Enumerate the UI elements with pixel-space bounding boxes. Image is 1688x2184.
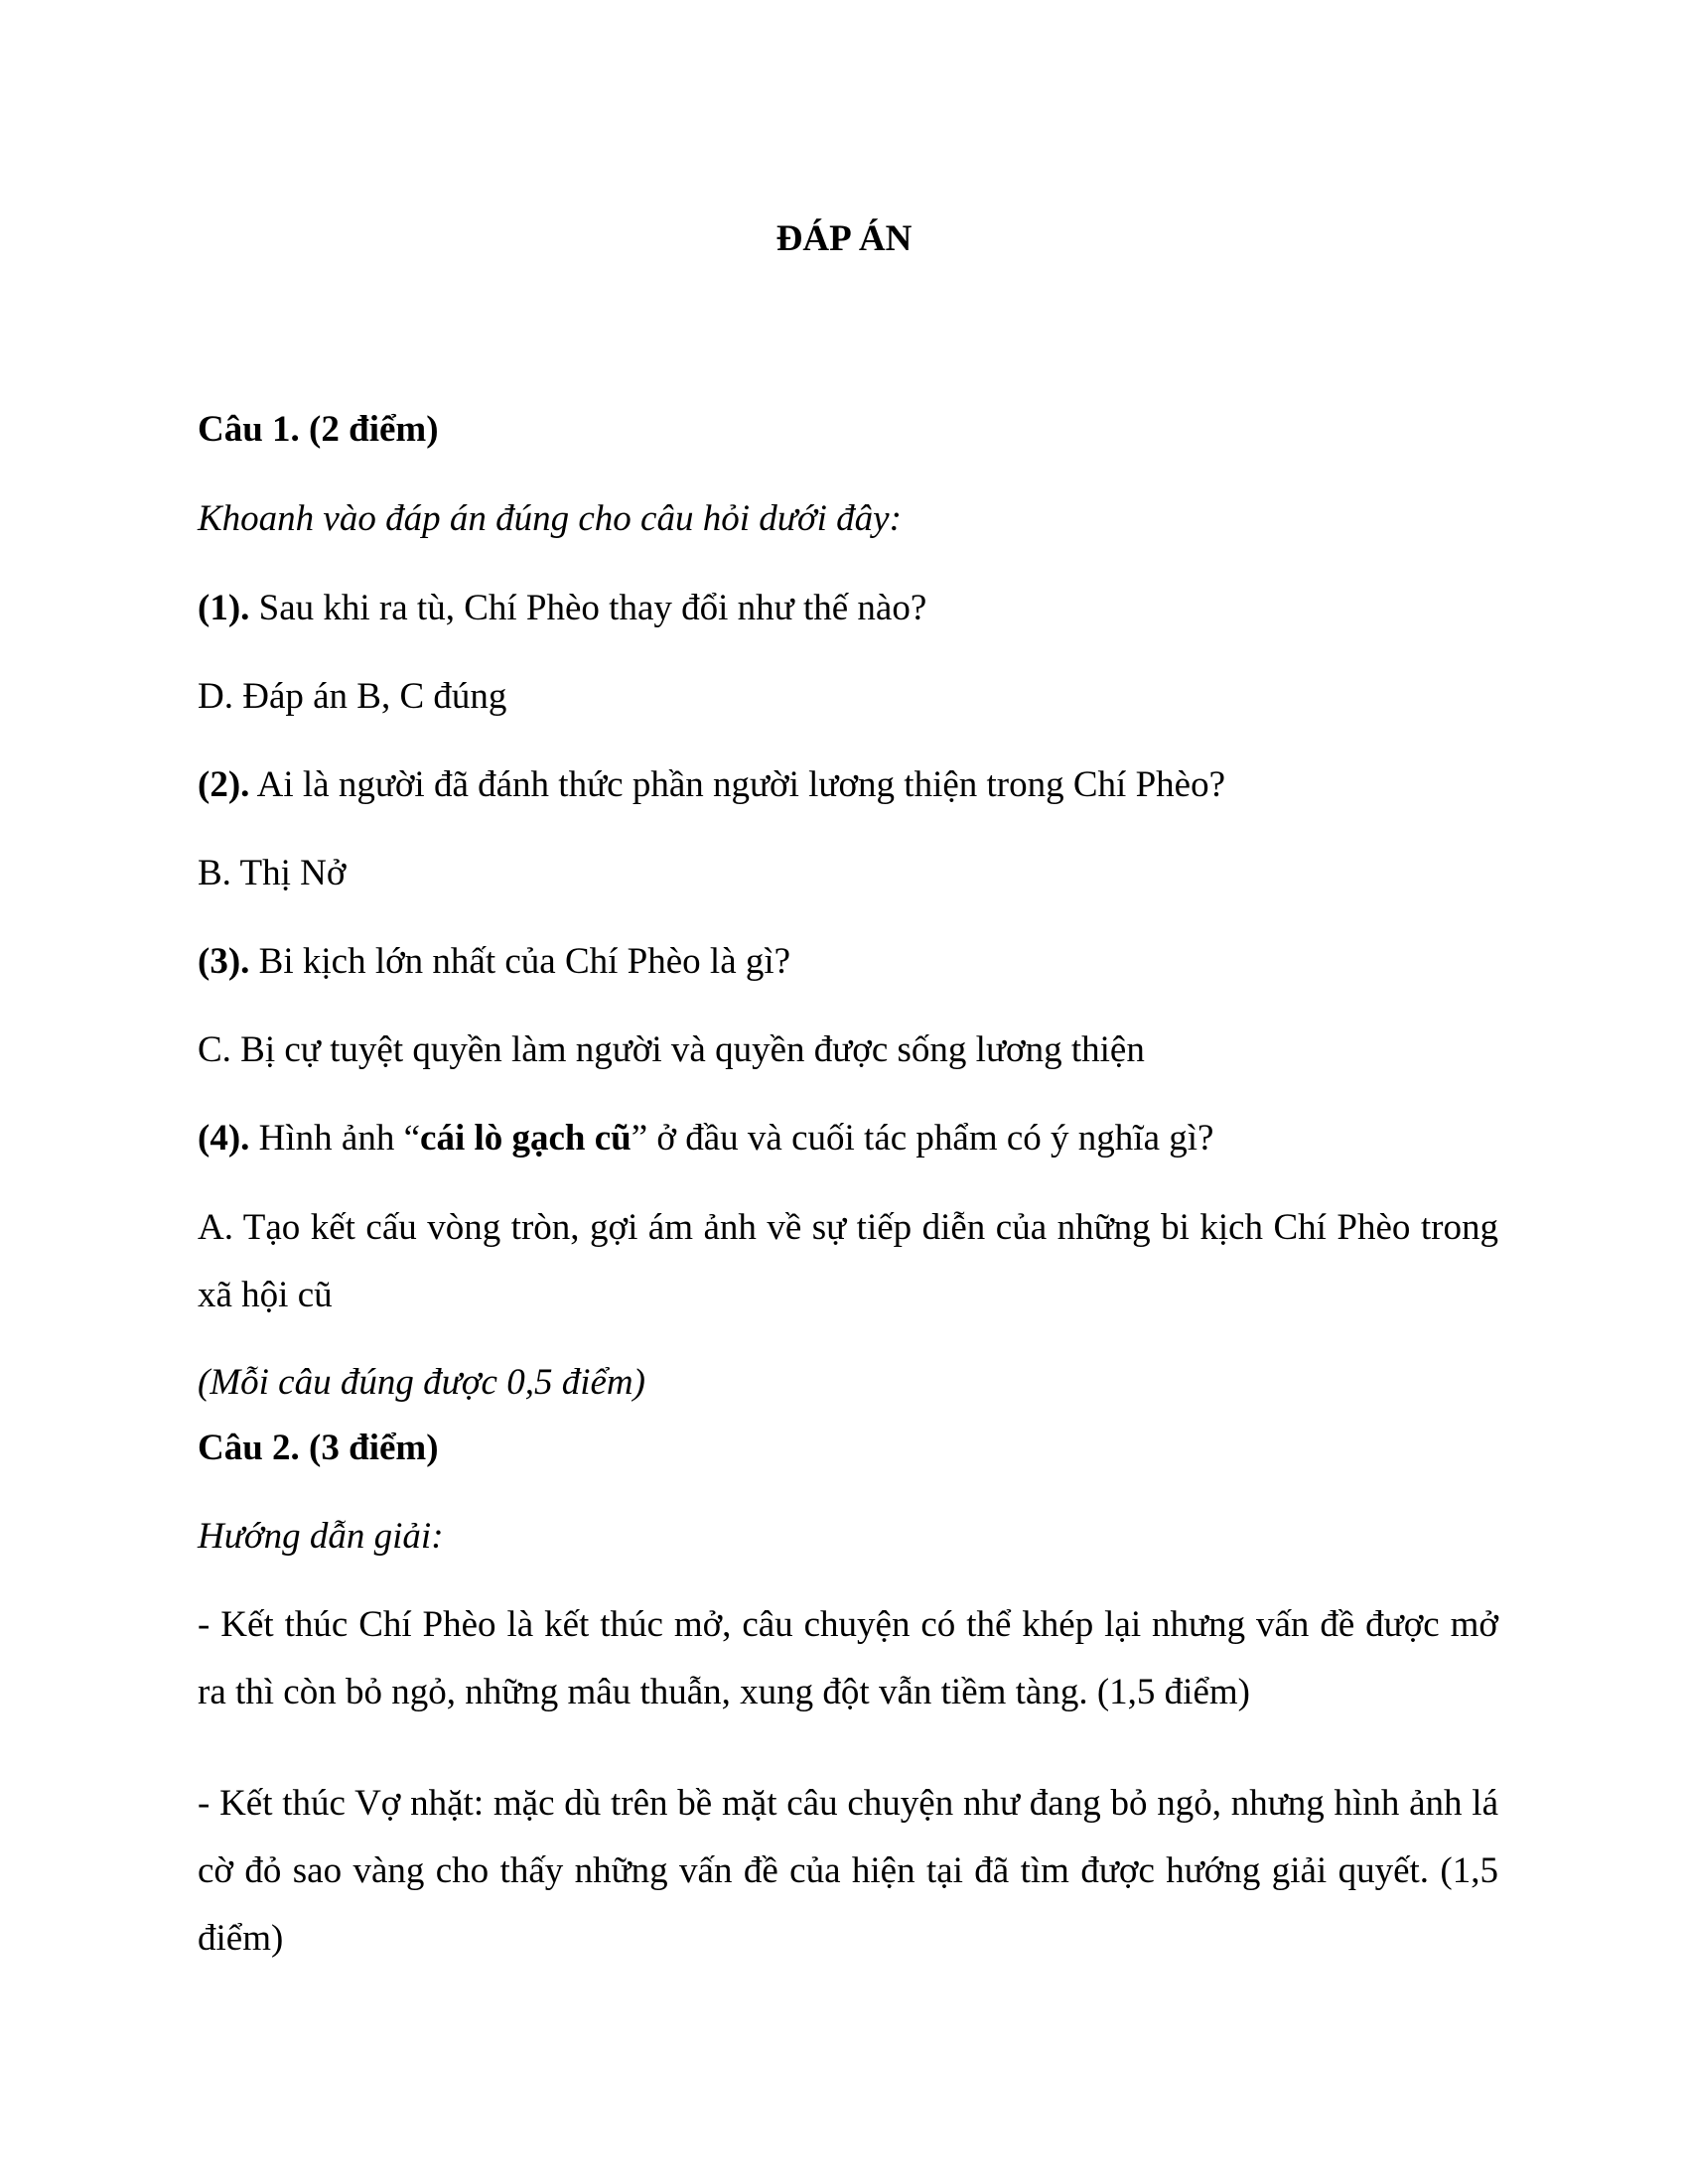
item-question: Bi kịch lớn nhất của Chí Phèo là gì? — [249, 941, 791, 982]
question-1-answer-2: B. Thị Nở — [198, 853, 347, 893]
item-question: Ai là người đã đánh thức phần người lương thiện trong Chí Phèo? — [249, 764, 1226, 805]
question-1-item-1 — [198, 581, 1508, 636]
question-1-score-note: (Mỗi câu đúng được 0,5 điểm) — [198, 1362, 645, 1403]
item-question-after: ” ở đầu và cuối tác phẩm có ý nghĩa gì? — [631, 1118, 1214, 1159]
question-1-answer-1: D. Đáp án B, C đúng — [198, 676, 507, 717]
item-number: (1). — [198, 588, 250, 628]
question-1-answer-4: A. Tạo kết cấu vòng tròn, gợi ám ảnh về sự tiếp diễn của những bi kịch Chí Phèo trong xã hội cũ — [198, 1207, 1498, 1315]
item-number: (2). — [198, 764, 250, 805]
item-question-before: Hình ảnh “ — [249, 1118, 421, 1159]
item-number: (4). — [198, 1118, 250, 1159]
question-1-item-4 — [198, 1111, 1508, 1166]
question-1-item-2 — [198, 757, 1508, 813]
item-question-emphasis: cái lò gạch cũ — [420, 1118, 632, 1159]
question-1-heading: Câu 1. (2 điểm) — [198, 409, 439, 450]
item-question: Sau khi ra tù, Chí Phèo thay đổi như thế nào? — [249, 588, 927, 628]
question-1-item-3 — [198, 934, 1508, 990]
question-1-answer-3: C. Bị cự tuyệt quyền làm người và quyền được sống lương thiện — [198, 1029, 1145, 1070]
question-1-instruction: Khoanh vào đáp án đúng cho câu hỏi dưới đây: — [198, 498, 902, 539]
question-2-guide: Hướng dẫn giải: — [198, 1516, 444, 1557]
question-2-point-2: - Kết thúc Vợ nhặt: mặc dù trên bề mặt câu chuyện như đang bỏ ngỏ, nhưng hình ảnh lá cờ đỏ sao vàng cho thấy những vấn đề của hiện tại đã tìm được hướng giải quyết. (1,5 điểm) — [198, 1783, 1498, 1959]
page-title: ĐÁP ÁN — [775, 218, 913, 259]
question-2-heading: Câu 2. (3 điểm) — [198, 1428, 439, 1468]
question-2-point-1: - Kết thúc Chí Phèo là kết thúc mở, câu chuyện có thể khép lại nhưng vấn đề được mở ra thì còn bỏ ngỏ, những mâu thuẫn, xung đột vẫn tiềm tàng. (1,5 điểm) — [198, 1604, 1498, 1712]
item-number: (3). — [198, 941, 250, 982]
